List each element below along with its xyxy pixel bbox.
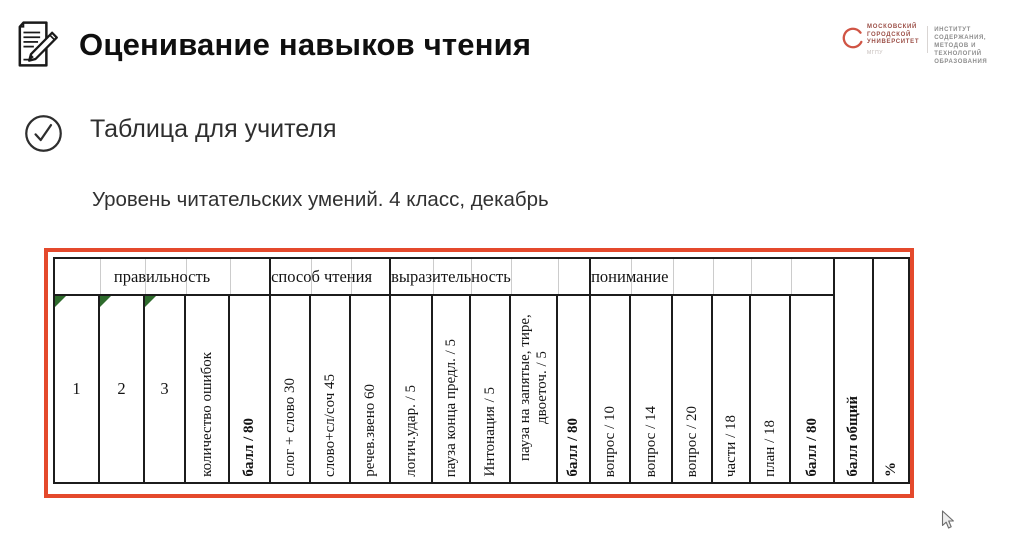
column-header-question-20: вопрос / 20 <box>672 295 712 483</box>
slide-subtitle: Уровень читательских умений. 4 класс, декабрь <box>92 188 549 211</box>
group-header-correctness: правильность <box>54 258 270 295</box>
mouse-cursor <box>941 510 955 530</box>
document-edit-icon <box>12 19 62 69</box>
logo-university-name: МОСКОВСКИЙ ГОРОДСКОЙ УНИВЕРСИТЕТ МГПУ <box>867 24 920 56</box>
group-header-expressiveness: выразительность <box>390 258 590 295</box>
column-header-score: балл / 80 <box>790 295 834 483</box>
logo-divider <box>927 26 928 53</box>
column-header-attempt-2: 2 <box>99 295 144 483</box>
group-header-comprehension: понимание <box>590 258 834 295</box>
column-header-total-score: балл общий <box>834 258 873 483</box>
logo-institute-name: ИНСТИТУТ СОДЕРЖАНИЯ, МЕТОДОВ И ТЕХНОЛОГИЙ ОБРАЗОВАНИЯ <box>934 27 988 66</box>
column-header-logical-stress: логич.удар. / 5 <box>390 295 432 483</box>
column-header-error-count: количество ошибок <box>185 295 229 483</box>
column-header-attempt-3: 3 <box>144 295 185 483</box>
logo-arc-icon <box>841 24 865 55</box>
column-header-parts: части / 18 <box>712 295 750 483</box>
column-header-question-10: вопрос / 10 <box>590 295 630 483</box>
column-header-score: балл / 80 <box>229 295 270 483</box>
column-header-attempt-1: 1 <box>54 295 99 483</box>
column-header-syllable-word: слог + слово 30 <box>270 295 310 483</box>
check-circle-icon <box>23 113 64 154</box>
column-header-percent: % <box>873 258 909 483</box>
section-heading: Таблица для учителя <box>90 115 337 143</box>
column-header-plan: план / 18 <box>750 295 790 483</box>
column-header-intonation: Интонация / 5 <box>470 295 510 483</box>
highlight-box <box>44 248 914 498</box>
column-header-speech-unit: речев.звено 60 <box>350 295 390 483</box>
reading-skills-table <box>53 257 910 484</box>
university-logo <box>841 24 1024 66</box>
column-header-comma-pause: пауза на запятые, тире, двоеточ. / 5 <box>510 295 557 483</box>
column-header-sentence-end-pause: пауза конца предл. / 5 <box>432 295 470 483</box>
column-header-question-14: вопрос / 14 <box>630 295 672 483</box>
logo-university-abbr: МГПУ <box>867 49 884 56</box>
page-title: Оценивание навыков чтения <box>79 27 532 62</box>
column-header-word-phrase: слово+сл/соч 45 <box>310 295 350 483</box>
group-header-reading-method: способ чтения <box>270 258 390 295</box>
column-header-score: балл / 80 <box>557 295 590 483</box>
